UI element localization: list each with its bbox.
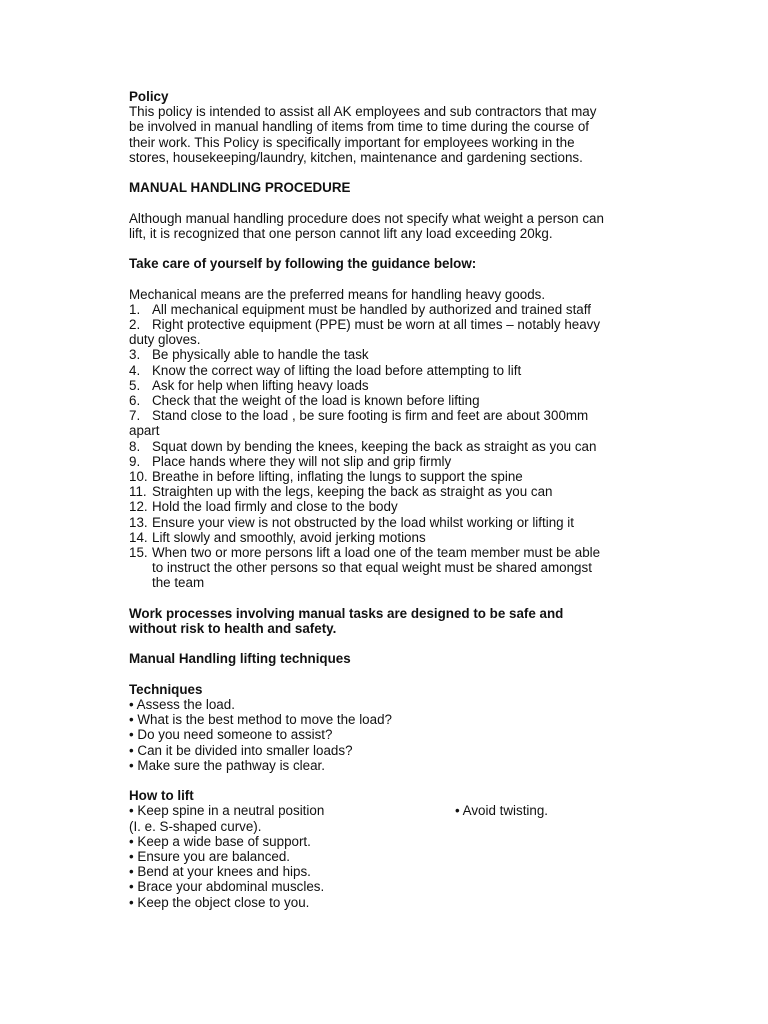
techniques-heading: Techniques [129, 681, 203, 697]
guidance-item [129, 484, 641, 499]
how-to-lift-first-row [129, 803, 641, 818]
guidance-item [129, 530, 641, 545]
how-to-lift-list [129, 819, 641, 910]
item-number: 2. [129, 316, 141, 332]
list-item: • What is the best method to move the load? [129, 712, 392, 728]
list-item: • Bend at your knees and hips. [129, 864, 311, 880]
guidance-item [129, 545, 641, 591]
list-item: • Can it be divided into smaller loads? [129, 742, 353, 758]
item-text-continued: duty gloves. [129, 332, 201, 348]
item-number: 8. [129, 438, 141, 454]
guidance-section [129, 256, 641, 590]
guidance-item [129, 302, 641, 317]
list-item: • Assess the load. [129, 697, 235, 713]
procedure-line: Although manual handling procedure does not specify what weight a person can [129, 210, 604, 226]
item-text: Be physically able to handle the task [152, 347, 369, 363]
policy-section [129, 89, 641, 165]
item-number: 11. [129, 484, 147, 500]
item-text: Right protective equipment (PPE) must be worn at all times – notably heavy [152, 316, 601, 332]
guidance-item [129, 378, 641, 393]
work-processes-line: Work processes involving manual tasks are designed to be safe and [129, 605, 564, 621]
guidance-item [129, 393, 641, 408]
item-text: Place hands where they will not slip and grip firmly [152, 453, 452, 469]
guidance-item [129, 347, 641, 362]
policy-line: stores, housekeeping/laundry, kitchen, maintenance and gardening sections. [129, 149, 583, 165]
guidance-item [129, 439, 641, 454]
item-text: Hold the load firmly and close to the body [152, 499, 398, 515]
item-text: Breathe in before lifting, inflating the lungs to support the spine [152, 469, 523, 485]
item-number: 13. [129, 514, 148, 530]
item-number: 1. [129, 301, 141, 317]
techniques-section [129, 682, 641, 773]
list-item: • Do you need someone to assist? [129, 727, 333, 743]
guidance-item [129, 408, 641, 438]
item-text: Check that the weight of the load is known before lifting [152, 393, 480, 408]
item-number: 12. [129, 499, 148, 515]
policy-line: be involved in manual handling of items from time to time during the course of [129, 119, 589, 135]
how-to-lift-section [129, 788, 641, 910]
item-text-continued: the team [152, 575, 205, 591]
list-item: • Ensure you are balanced. [129, 849, 291, 865]
policy-heading: Policy [129, 89, 169, 104]
procedure-line: lift, it is recognized that one person cannot lift any load exceeding 20kg. [129, 225, 553, 241]
guidance-item [129, 469, 641, 484]
work-processes-section [129, 606, 641, 636]
item-text: Know the correct way of lifting the load before attempting to lift [152, 362, 522, 378]
guidance-heading: Take care of yourself by following the guidance below: [129, 256, 477, 272]
list-item: • Keep a wide base of support. [129, 833, 311, 849]
guidance-item [129, 499, 641, 514]
guidance-item [129, 515, 641, 530]
procedure-heading: MANUAL HANDLING PROCEDURE [129, 180, 351, 196]
item-text: Ask for help when lifting heavy loads [152, 377, 369, 393]
item-text: Straighten up with the legs, keeping the back as straight as you can [152, 484, 553, 500]
list-item: • Make sure the pathway is clear. [129, 757, 325, 773]
item-number: 6. [129, 393, 141, 408]
procedure-section [129, 180, 641, 241]
policy-line: their work. This Policy is specifically important for employees working in the [129, 134, 575, 150]
work-processes-line: without risk to health and safety. [129, 621, 337, 637]
procedure-paragraph [129, 211, 641, 241]
list-item: • Keep the object close to you. [129, 894, 310, 910]
item-number: 14. [129, 529, 148, 545]
item-number: 5. [129, 377, 141, 393]
how-to-lift-heading: How to lift [129, 788, 194, 804]
techniques-list [129, 697, 641, 773]
guidance-item [129, 454, 641, 469]
guidance-list [129, 302, 641, 591]
item-text: Ensure your view is not obstructed by the load whilst working or lifting it [152, 514, 575, 530]
list-item: • Brace your abdominal muscles. [129, 879, 325, 895]
policy-line: This policy is intended to assist all AK employees and sub contractors that may [129, 104, 597, 120]
guidance-intro: Mechanical means are the preferred means for handling heavy goods. [129, 286, 546, 302]
item-text: When two or more persons lift a load one of the team member must be able [152, 545, 601, 561]
document-content [129, 89, 641, 910]
item-number: 3. [129, 347, 141, 363]
item-number: 7. [129, 408, 141, 424]
item-text: Lift slowly and smoothly, avoid jerking motions [152, 529, 426, 545]
guidance-item [129, 363, 641, 378]
item-text-continued: to instruct the other persons so that equal weight must be shared amongst [152, 560, 592, 576]
techniques-title: Manual Handling lifting techniques [129, 651, 351, 667]
guidance-item [129, 317, 641, 347]
item-text: All mechanical equipment must be handled by authorized and trained staff [152, 301, 591, 317]
item-number: 10. [129, 469, 148, 485]
item-number: 4. [129, 362, 141, 378]
item-text-continued: apart [129, 423, 160, 439]
item-text: Squat down by bending the knees, keeping the back as straight as you can [152, 438, 597, 454]
list-item: (I. e. S-shaped curve). [129, 818, 262, 834]
list-item: • Avoid twisting. [455, 803, 549, 819]
item-number: 9. [129, 453, 141, 469]
list-item: • Keep spine in a neutral position [129, 803, 325, 819]
item-number: 15. [129, 545, 148, 561]
item-text: Stand close to the load , be sure footing is firm and feet are about 300mm [152, 408, 589, 424]
